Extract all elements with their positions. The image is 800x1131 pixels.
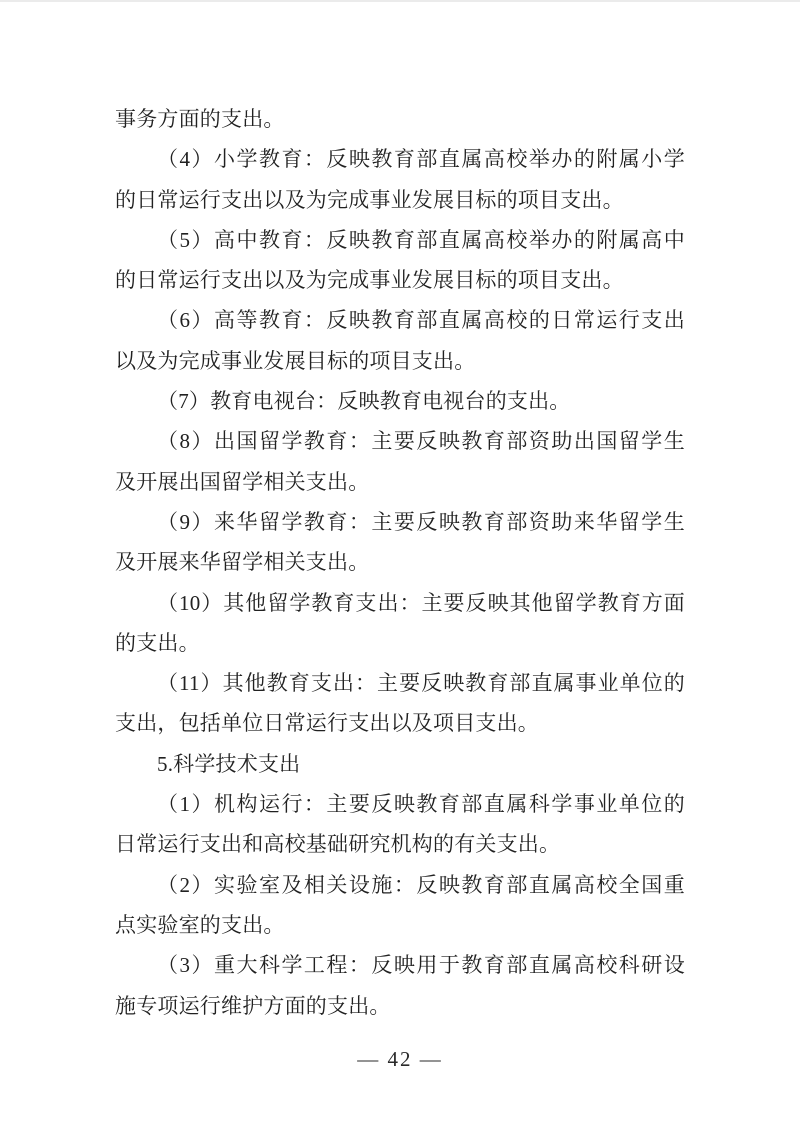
- text-block: [115, 99, 685, 1026]
- text-line: （11）其他教育支出：主要反映教育部直属事业单位的: [157, 671, 685, 696]
- text-line: 支出，包括单位日常运行支出以及项目支出。: [115, 711, 539, 736]
- text-line: 的日常运行支出以及为完成事业发展目标的项目支出。: [115, 187, 624, 212]
- text-line: 点实验室的支出。: [115, 912, 285, 937]
- text-line: （4）小学教育：反映教育部直属高校举办的附属小学: [157, 147, 685, 172]
- text-line: 以及为完成事业发展目标的项目支出。: [115, 348, 476, 373]
- text-line: 的日常运行支出以及为完成事业发展目标的项目支出。: [115, 268, 624, 293]
- text-line: （3）重大科学工程：反映用于教育部直属高校科研设: [157, 953, 685, 978]
- text-line: （7）教育电视台：反映教育电视台的支出。: [157, 389, 571, 414]
- text-line: 施专项运行维护方面的支出。: [115, 993, 391, 1018]
- text-line: 5.科学技术支出: [157, 751, 301, 776]
- text-line: （10）其他留学教育支出：主要反映其他留学教育方面: [157, 590, 685, 615]
- text-line: 的支出。: [115, 630, 200, 655]
- text-line: （2）实验室及相关设施：反映教育部直属高校全国重: [157, 872, 685, 897]
- page-top-edge: [0, 0, 800, 2]
- page-number: — 42 —: [357, 1047, 443, 1071]
- text-line: （1）机构运行：主要反映教育部直属科学事业单位的: [157, 792, 685, 817]
- text-line: 日常运行支出和高校基础研究机构的有关支出。: [115, 832, 561, 857]
- text-line: （9）来华留学教育：主要反映教育部资助来华留学生: [157, 509, 685, 534]
- text-line: （6）高等教育：反映教育部直属高校的日常运行支出: [157, 308, 685, 333]
- text-line: 事务方面的支出。: [115, 107, 285, 131]
- text-line: 及开展来华留学相关支出。: [115, 550, 370, 575]
- text-line: （8）出国留学教育：主要反映教育部资助出国留学生: [157, 429, 685, 454]
- text-line: 及开展出国留学相关支出。: [115, 469, 370, 494]
- text-line: （5）高中教育：反映教育部直属高校举办的附属高中: [157, 227, 685, 252]
